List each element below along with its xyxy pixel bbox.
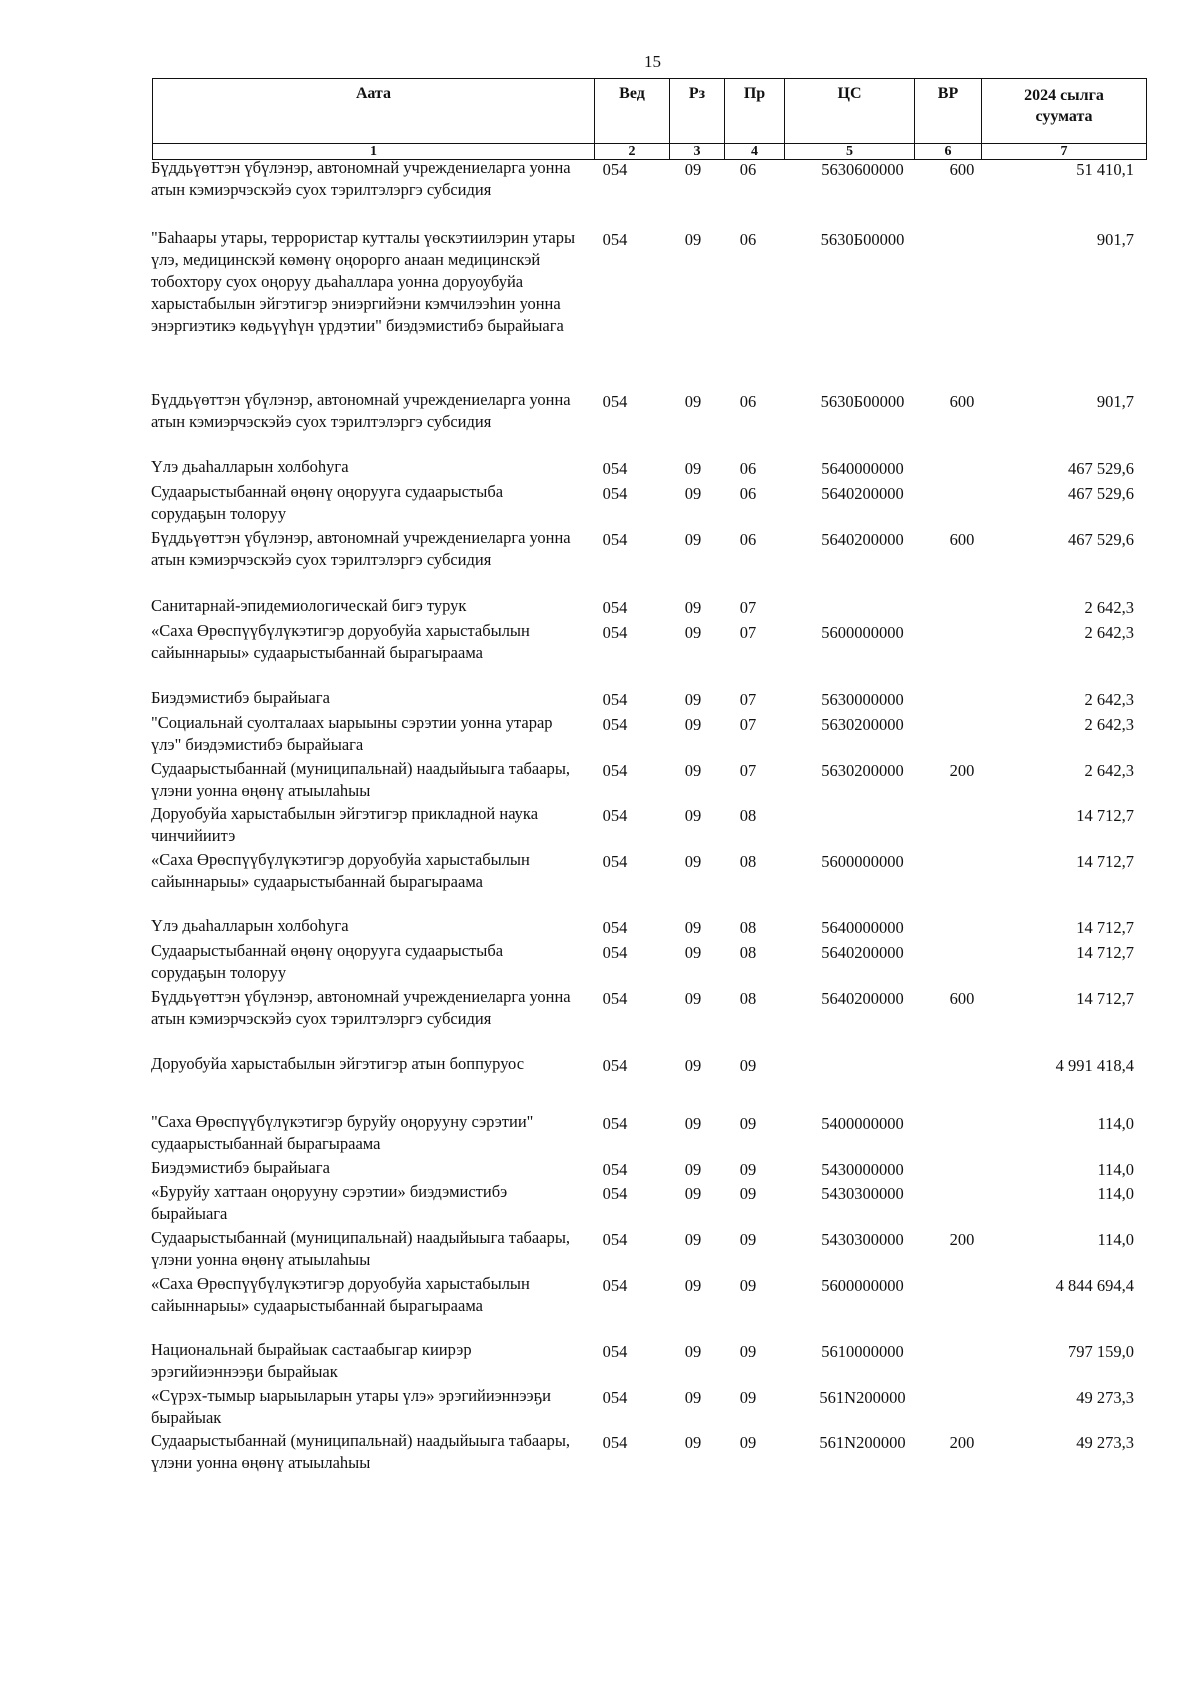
cell-rz: 09 — [684, 1433, 702, 1452]
cell-cs: 5630Б00000 — [820, 230, 905, 249]
cell-ved: 054 — [602, 761, 628, 780]
cell-sum: 901,7 — [1096, 230, 1134, 249]
cell-pr: 07 — [739, 598, 757, 617]
cell-vr — [932, 1181, 992, 1183]
cell-sum: 14 712,7 — [1076, 989, 1134, 1008]
cell-pr: 09 — [739, 1056, 757, 1075]
cell-rz: 09 — [684, 1114, 702, 1133]
cell-cs: 5600000000 — [821, 1276, 904, 1295]
cell-sum: 2 642,3 — [1084, 598, 1134, 617]
cell-sum: 114,0 — [1097, 1184, 1134, 1203]
cell-name: «Буруйу хаттаан оңорууну сэрэтии» биэдэмистибэ бырайыага — [151, 1182, 508, 1223]
cell-sum: 49 273,3 — [1076, 1388, 1134, 1407]
cell-ved: 054 — [602, 160, 628, 179]
cell-vr — [932, 456, 992, 458]
cell-rz: 09 — [684, 392, 702, 411]
cell-name: Бүддьүөттэн үбүлэнэр, автономнай учреждениеларга уонна атын кэмиэрчэскэйэ суох тэрилтэлэргэ субсидия — [151, 987, 571, 1028]
cell-pr: 06 — [739, 230, 757, 249]
cell-vr — [932, 481, 992, 483]
cell-cs: 5640200000 — [821, 989, 904, 1008]
cell-pr: 09 — [739, 1342, 757, 1361]
cell-pr: 08 — [739, 918, 757, 937]
cell-ved: 054 — [602, 530, 628, 549]
cell-sum: 2 642,3 — [1084, 623, 1134, 642]
cell-ved: 054 — [602, 459, 628, 478]
cell-rz: 09 — [684, 459, 702, 478]
header-num: 1 — [153, 144, 595, 160]
cell-vr — [932, 227, 992, 229]
cell-pr: 09 — [739, 1160, 757, 1179]
cell-vr — [932, 915, 992, 917]
cell-ved: 054 — [602, 715, 628, 734]
header-rz: Рз — [670, 79, 725, 144]
cell-pr: 06 — [739, 484, 757, 503]
cell-ved: 054 — [602, 484, 628, 503]
cell-cs: 5630600000 — [821, 160, 904, 179]
cell-sum: 114,0 — [1097, 1230, 1134, 1249]
cell-cs: 5630200000 — [821, 761, 904, 780]
cell-ved: 054 — [602, 1433, 628, 1452]
cell-vr — [932, 687, 992, 689]
cell-cs: 5430300000 — [821, 1184, 904, 1203]
cell-pr: 07 — [739, 690, 757, 709]
cell-cs: 5400000000 — [821, 1114, 904, 1133]
cell-pr: 06 — [739, 459, 757, 478]
cell-sum: 467 529,6 — [1068, 459, 1134, 478]
cell-pr: 07 — [739, 761, 757, 780]
cell-cs: 5630000000 — [821, 690, 904, 709]
cell-rz: 09 — [684, 230, 702, 249]
cell-rz: 09 — [684, 1160, 702, 1179]
cell-name: Үлэ дьаһалларын холбоһуга — [151, 457, 349, 476]
cell-cs — [795, 1053, 930, 1055]
cell-sum: 14 712,7 — [1076, 918, 1134, 937]
cell-rz: 09 — [684, 1342, 702, 1361]
cell-cs: 5430000000 — [821, 1160, 904, 1179]
cell-pr: 08 — [739, 852, 757, 871]
cell-cs: 5630Б00000 — [820, 392, 905, 411]
cell-vr: 600 — [949, 392, 975, 411]
page-number: 15 — [644, 52, 661, 71]
cell-pr: 07 — [739, 715, 757, 734]
cell-cs: 561N200000 — [819, 1388, 906, 1407]
cell-name: "Саха Өрөспүүбүлүкэтигэр буруйу оңорууну сэрэтии" судаарыстыбаннай бырагыраама — [151, 1112, 534, 1153]
cell-pr: 09 — [739, 1230, 757, 1249]
cell-sum: 2 642,3 — [1084, 690, 1134, 709]
cell-sum: 467 529,6 — [1068, 530, 1134, 549]
cell-rz: 09 — [684, 690, 702, 709]
cell-rz: 09 — [684, 989, 702, 1008]
cell-sum: 14 712,7 — [1076, 852, 1134, 871]
header-num: 3 — [670, 144, 725, 160]
cell-ved: 054 — [602, 230, 628, 249]
cell-rz: 09 — [684, 1276, 702, 1295]
cell-vr: 200 — [949, 1230, 975, 1249]
cell-vr: 600 — [949, 530, 975, 549]
cell-pr: 09 — [739, 1388, 757, 1407]
cell-name: Судаарыстыбаннай өңөнү оңорууга судаарыстыба сорудаҕын толоруу — [151, 941, 504, 982]
cell-rz: 09 — [684, 852, 702, 871]
header-ved: Вед — [595, 79, 670, 144]
cell-vr — [932, 712, 992, 714]
cell-name: Судаарыстыбаннай (муниципальнай) наадыйыыга табаары, үлэни уонна өңөнү атыылаһыы — [151, 1228, 571, 1269]
cell-rz: 09 — [684, 623, 702, 642]
cell-name: Судаарыстыбаннай (муниципальнай) наадыйыыга табаары, үлэни уонна өңөнү атыылаһыы — [151, 1431, 571, 1472]
cell-vr: 200 — [949, 1433, 975, 1452]
header-num: 4 — [725, 144, 785, 160]
cell-name: Бүддьүөттэн үбүлэнэр, автономнай учреждениеларга уонна атын кэмиэрчэскэйэ суох тэрилтэлэргэ субсидия — [151, 390, 571, 431]
cell-cs: 5640000000 — [821, 918, 904, 937]
cell-ved: 054 — [602, 1276, 628, 1295]
cell-name: Доруобуйа харыстабылын эйгэтигэр прикладной наука чинчийиитэ — [151, 804, 539, 845]
cell-rz: 09 — [684, 160, 702, 179]
cell-ved: 054 — [602, 852, 628, 871]
cell-vr — [932, 1053, 992, 1055]
cell-name: Бүддьүөттэн үбүлэнэр, автономнай учреждениеларга уонна атын кэмиэрчэскэйэ суох тэрилтэлэргэ субсидия — [151, 528, 571, 569]
cell-pr: 08 — [739, 943, 757, 962]
cell-vr — [932, 940, 992, 942]
cell-rz: 09 — [684, 530, 702, 549]
cell-sum: 901,7 — [1096, 392, 1134, 411]
cell-cs: 5640200000 — [821, 484, 904, 503]
header-name: Аата — [153, 79, 595, 144]
cell-ved: 054 — [602, 1184, 628, 1203]
cell-rz: 09 — [684, 1388, 702, 1407]
cell-vr — [932, 849, 992, 851]
cell-name: "Социальнай суолталаах ыарыыны сэрэтии уонна утарар үлэ" биэдэмистибэ бырайыага — [151, 713, 553, 754]
cell-sum: 2 642,3 — [1084, 715, 1134, 734]
cell-sum: 114,0 — [1097, 1160, 1134, 1179]
cell-name: Доруобуйа харыстабылын эйгэтигэр атын боппуруос — [151, 1054, 525, 1073]
cell-ved: 054 — [602, 1388, 628, 1407]
header-num: 6 — [915, 144, 982, 160]
cell-ved: 054 — [602, 690, 628, 709]
cell-rz: 09 — [684, 761, 702, 780]
cell-vr — [932, 1111, 992, 1113]
cell-ved: 054 — [602, 989, 628, 1008]
cell-pr: 09 — [739, 1276, 757, 1295]
cell-vr — [932, 1339, 992, 1341]
cell-cs: 5600000000 — [821, 852, 904, 871]
cell-rz: 09 — [684, 484, 702, 503]
cell-vr: 600 — [949, 160, 975, 179]
cell-pr: 09 — [739, 1433, 757, 1452]
cell-ved: 054 — [602, 943, 628, 962]
cell-cs: 561N200000 — [819, 1433, 906, 1452]
cell-name: Судаарыстыбаннай (муниципальнай) наадыйыыга табаары, үлэни уонна өңөнү атыылаһыы — [151, 759, 571, 800]
cell-ved: 054 — [602, 918, 628, 937]
cell-cs: 5430300000 — [821, 1230, 904, 1249]
cell-name: Национальнай бырайыак састаабыгар киирэр эрэгийиэннээҕи бырайыак — [151, 1340, 472, 1381]
cell-sum: 2 642,3 — [1084, 761, 1134, 780]
cell-cs: 5610000000 — [821, 1342, 904, 1361]
cell-name: «Саха Өрөспүүбүлүкэтигэр доруобуйа харыстабылын сайыннарыы» судаарыстыбаннай бырагыраама — [151, 621, 530, 662]
cell-rz: 09 — [684, 598, 702, 617]
header-cs: ЦС — [785, 79, 915, 144]
cell-cs — [795, 595, 930, 597]
cell-pr: 08 — [739, 806, 757, 825]
cell-pr: 09 — [739, 1114, 757, 1133]
cell-sum: 14 712,7 — [1076, 806, 1134, 825]
cell-vr: 200 — [949, 761, 975, 780]
cell-ved: 054 — [602, 806, 628, 825]
cell-cs: 5640000000 — [821, 459, 904, 478]
cell-rz: 09 — [684, 918, 702, 937]
cell-pr: 06 — [739, 160, 757, 179]
cell-sum: 4 991 418,4 — [1055, 1056, 1134, 1075]
cell-ved: 054 — [602, 1160, 628, 1179]
cell-cs: 5630200000 — [821, 715, 904, 734]
cell-pr: 09 — [739, 1184, 757, 1203]
cell-name: "Баһаары утары, террористар кутталы үөскэтиилэрин утары үлэ, медицинскэй көмөнү оңорорго анаан медицинскэй тобохтору суох оңоруу дьаһаллара уонна доруоубуйа харыстабылын эйгэтигэр эниэргийэни кэмчилээһин уонна энэргиэтикэ көдьүүһүн үрдэтии" биэдэмистибэ бырайыага — [151, 228, 576, 335]
cell-name: Бүддьүөттэн үбүлэнэр, автономнай учреждениеларга уонна атын кэмиэрчэскэйэ суох тэрилтэлэргэ субсидия — [151, 158, 571, 199]
cell-vr — [932, 1273, 992, 1275]
cell-name: «Саха Өрөспүүбүлүкэтигэр доруобуйа харыстабылын сайыннарыы» судаарыстыбаннай бырагыраама — [151, 1274, 530, 1315]
cell-sum: 4 844 694,4 — [1055, 1276, 1134, 1295]
cell-name: Биэдэмистибэ бырайыага — [151, 1158, 330, 1177]
cell-rz: 09 — [684, 715, 702, 734]
cell-cs — [795, 803, 930, 805]
cell-pr: 07 — [739, 623, 757, 642]
cell-name: Үлэ дьаһалларын холбоһуга — [151, 916, 349, 935]
cell-pr: 08 — [739, 989, 757, 1008]
cell-ved: 054 — [602, 1342, 628, 1361]
cell-sum: 114,0 — [1097, 1114, 1134, 1133]
cell-name: «Сүрэх-тымыр ыарыыларын утары үлэ» эрэгийиэннээҕи бырайыак — [151, 1386, 551, 1427]
cell-vr — [932, 1157, 992, 1159]
cell-cs: 5640200000 — [821, 530, 904, 549]
cell-cs: 5640200000 — [821, 943, 904, 962]
cell-rz: 09 — [684, 1056, 702, 1075]
header-vr: ВР — [915, 79, 982, 144]
cell-vr — [932, 620, 992, 622]
header-sum: 2024 сылга суумата — [982, 79, 1147, 144]
cell-sum: 14 712,7 — [1076, 943, 1134, 962]
cell-sum: 797 159,0 — [1068, 1342, 1134, 1361]
header-num: 5 — [785, 144, 915, 160]
cell-ved: 054 — [602, 1114, 628, 1133]
cell-sum: 467 529,6 — [1068, 484, 1134, 503]
cell-ved: 054 — [602, 1056, 628, 1075]
cell-ved: 054 — [602, 598, 628, 617]
cell-sum: 49 273,3 — [1076, 1433, 1134, 1452]
cell-name: Биэдэмистибэ бырайыага — [151, 688, 330, 707]
cell-ved: 054 — [602, 392, 628, 411]
cell-vr — [932, 595, 992, 597]
header-pr: Пр — [725, 79, 785, 144]
cell-pr: 06 — [739, 530, 757, 549]
cell-cs: 5600000000 — [821, 623, 904, 642]
cell-name: Судаарыстыбаннай өңөнү оңорууга судаарыстыба сорудаҕын толоруу — [151, 482, 504, 523]
cell-rz: 09 — [684, 1184, 702, 1203]
cell-ved: 054 — [602, 1230, 628, 1249]
cell-ved: 054 — [602, 623, 628, 642]
cell-rz: 09 — [684, 1230, 702, 1249]
cell-rz: 09 — [684, 943, 702, 962]
cell-vr — [932, 1385, 992, 1387]
cell-pr: 06 — [739, 392, 757, 411]
cell-rz: 09 — [684, 806, 702, 825]
cell-sum: 51 410,1 — [1076, 160, 1134, 179]
cell-vr: 600 — [949, 989, 975, 1008]
cell-vr — [932, 803, 992, 805]
header-num: 2 — [595, 144, 670, 160]
cell-name: Санитарнай-эпидемиологическай бигэ турук — [151, 596, 467, 615]
header-num: 7 — [982, 144, 1147, 160]
cell-name: «Саха Өрөспүүбүлүкэтигэр доруобуйа харыстабылын сайыннарыы» судаарыстыбаннай бырагыраама — [151, 850, 530, 891]
